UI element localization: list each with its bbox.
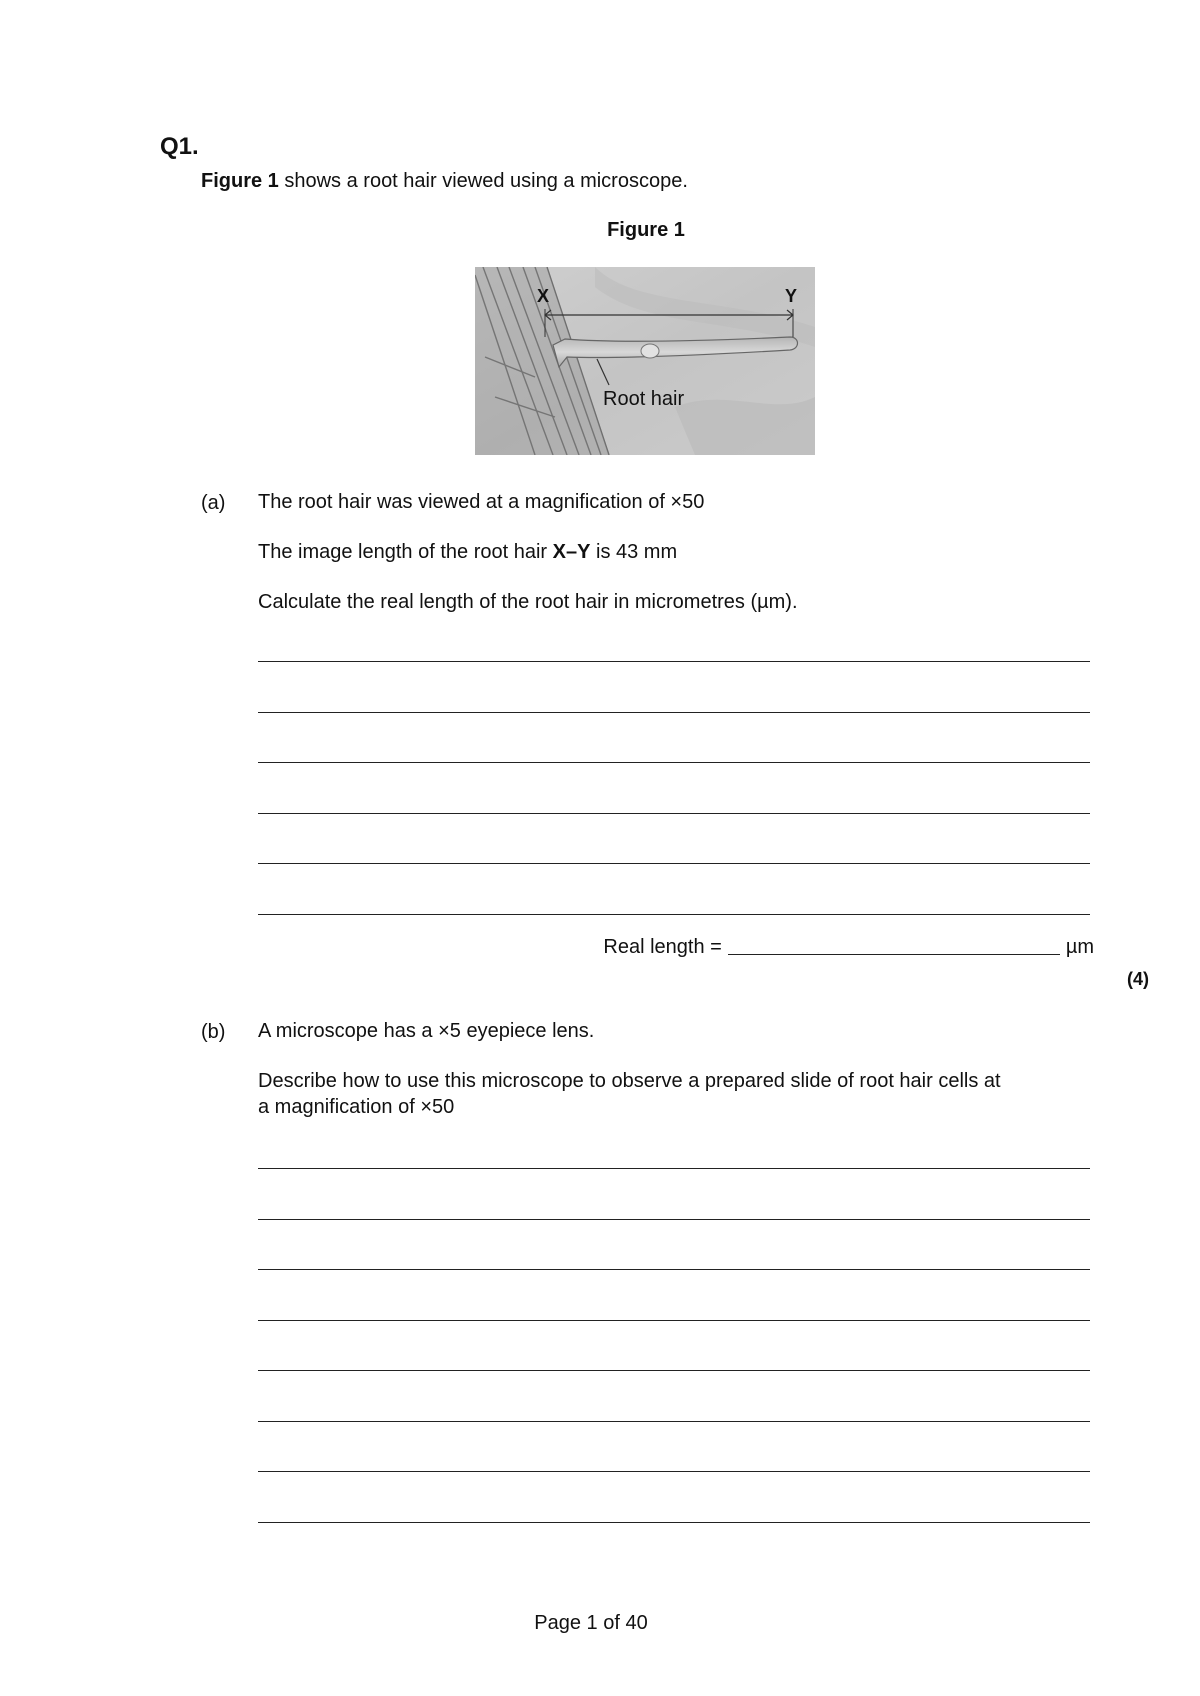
answer-line-a5[interactable] [258,863,1090,864]
part-a-line1: The root hair was viewed at a magnification of ×50 [258,491,705,513]
real-length-unit: µm [1065,936,1094,958]
answer-line-a1[interactable] [258,661,1090,662]
real-length-answer [603,936,1094,959]
figure-caption: Figure 1 [607,219,685,241]
question-number: Q1. [160,133,199,160]
answer-line-a4[interactable] [258,813,1090,814]
micrograph-svg [475,267,815,455]
intro-figure-ref: Figure 1 [201,170,279,192]
part-a-line2-bold: X–Y [552,541,591,563]
root-hair-micrograph [475,267,815,455]
answer-line-a2[interactable] [258,712,1090,713]
answer-line-b4[interactable] [258,1320,1090,1321]
intro-text: shows a root hair viewed using a microscope. [278,170,688,192]
label-x: X [537,286,550,306]
part-b-label: (b) [201,1021,226,1043]
answer-line-b5[interactable] [258,1370,1090,1371]
answer-line-b6[interactable] [258,1421,1090,1422]
question-intro [201,170,688,193]
part-a-line2 [258,539,677,565]
answer-line-a6[interactable] [258,914,1090,915]
answer-line-b8[interactable] [258,1522,1090,1523]
part-b-line1: A microscope has a ×5 eyepiece lens. [258,1020,595,1042]
label-root-hair: Root hair [603,388,685,410]
answer-line-b2[interactable] [258,1219,1090,1220]
part-a-line2-pre: The image length of the root hair [258,541,553,563]
part-a-line2-post: is 43 mm [590,541,678,563]
marks-a: (4) [1127,969,1149,989]
answer-line-b1[interactable] [258,1168,1090,1169]
answer-line-b3[interactable] [258,1269,1090,1270]
label-y: Y [785,286,798,306]
real-length-blank[interactable] [728,954,1060,955]
answer-line-a3[interactable] [258,762,1090,763]
page-footer: Page 1 of 40 [534,1612,648,1634]
nucleus [641,344,659,358]
part-b-line3: a magnification of ×50 [258,1096,455,1118]
answer-line-b7[interactable] [258,1471,1090,1472]
part-a-label: (a) [201,492,226,514]
real-length-label: Real length = [603,936,722,958]
part-a-line3: Calculate the real length of the root hair in micrometres (µm). [258,591,798,613]
part-b-line2: Describe how to use this microscope to observe a prepared slide of root hair cells at [258,1070,1001,1092]
